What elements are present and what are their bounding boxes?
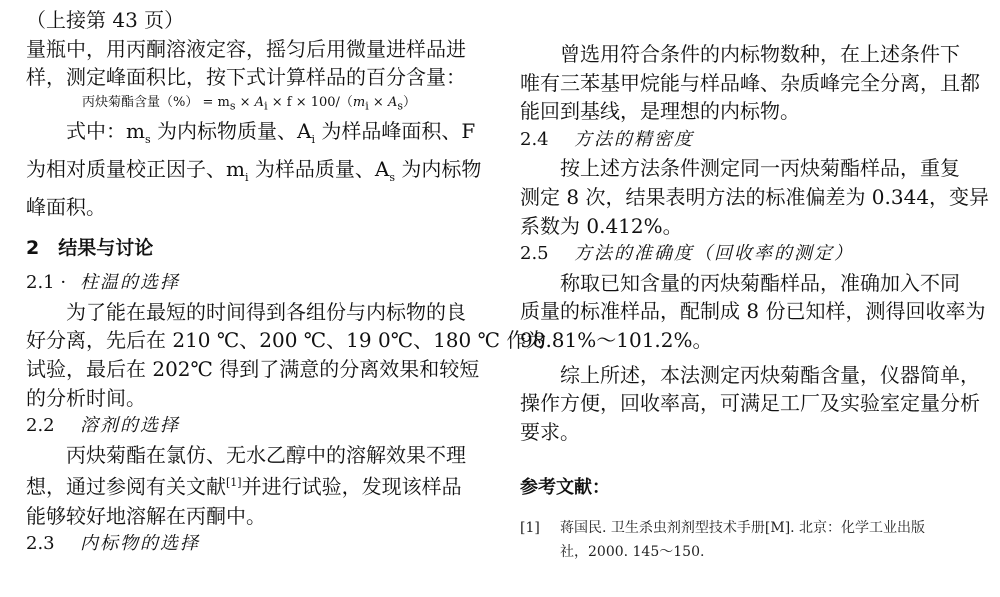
reference-item [520,516,982,564]
paragraph-line: 能回到基线，是理想的内标物。 [520,99,800,124]
paragraph-line: 操作方便，回收率高，可满足工厂及实验室定量分析 [520,391,980,416]
references-heading: 参考文献： [520,477,610,499]
citation-ref: [1] [226,476,242,490]
paragraph-line: 测定 8 次，结果表明方法的标准偏差为 0.344，变异 [520,184,990,209]
paragraph-line: 峰面积。 [26,194,106,219]
paragraph-line: 丙炔菊酯在氯仿、无水乙醇中的溶解效果不理 [66,442,466,467]
subsection-heading: 2.4 方法的精密度 [520,128,694,150]
section-heading: 2 结果与讨论 [26,237,154,260]
right-column [520,0,990,564]
paragraph-line: 量瓶中，用丙酮溶液定容，摇匀后用微量进样品进 [26,36,466,61]
subsection-heading: 2.2 溶剂的选择 [26,415,180,437]
paragraph-line: 为了能在最短的时间得到各组份与内标物的良 [66,299,466,324]
paragraph-line: 98.81%～101.2%。 [520,327,713,352]
reference-number: [1] [520,520,540,537]
paragraph-line: 唯有三苯基甲烷能与样品峰、杂质峰完全分离，且都 [520,70,980,95]
paragraph-line: 的分析时间。 [26,385,146,410]
reference-line: [1] 蒋国民. 卫生杀虫剂剂型技术手册[M]. 北京：化学工业出版 [520,516,982,540]
paragraph-line: 要求。 [520,419,580,444]
reference-line: 社，2000. 145～150. [560,544,705,561]
paragraph-line: 好分离，先后在 210 ℃、200 ℃、19 0℃、180 ℃ 作为 [26,328,547,353]
paragraph-line: 试验，最后在 202℃ 得到了满意的分离效果和较短 [26,356,480,381]
subsection-heading: 2.1 · 柱温的选择 [26,272,180,294]
subsection-heading: 2.5 方法的准确度（回收率的测定） [520,243,854,265]
formula: 丙炔菊酯含量（%） = $m_s \times A_i \times f \times 100/(m_i \times A_s)$ [82,94,417,113]
formula-text: 丙炔菊酯含量（%） = m [82,94,230,110]
paragraph-line: 按上述方法条件测定同一丙炔菊酯样品，重复 [560,156,960,181]
left-column [26,0,547,559]
paragraph-line: 想，通过参阅有关文献[1]并进行试验，发现该样品 [26,474,462,499]
paragraph-line: 系数为 0.412%。 [520,213,683,238]
subsection-heading: 2.3 内标物的选择 [26,533,200,555]
paragraph-line: 称取已知含量的丙炔菊酯样品，准确加入不同 [560,270,960,295]
paragraph-line: 为相对质量校正因子、$m_i$ 为样品质量、$A_s$ 为内标物 [26,156,482,184]
paragraph-line: 样，测定峰面积比，按下式计算样品的百分含量： [26,65,466,90]
paragraph-line: 质量的标准样品，配制成 8 份已知样，测得回收率为 [520,299,986,324]
paragraph-line: 曾选用符合条件的内标物数种，在上述条件下 [560,42,960,66]
paragraph-line: 综上所述，本法测定丙炔菊酯含量，仪器简单， [560,362,980,387]
paragraph-line: 式中：$m_s$ 为内标物质量、$A_i$ 为样品峰面积、F [66,119,476,147]
continued-note: （上接第 43 页） [26,8,185,32]
paragraph-line: 能够较好地溶解在丙酮中。 [26,503,266,528]
